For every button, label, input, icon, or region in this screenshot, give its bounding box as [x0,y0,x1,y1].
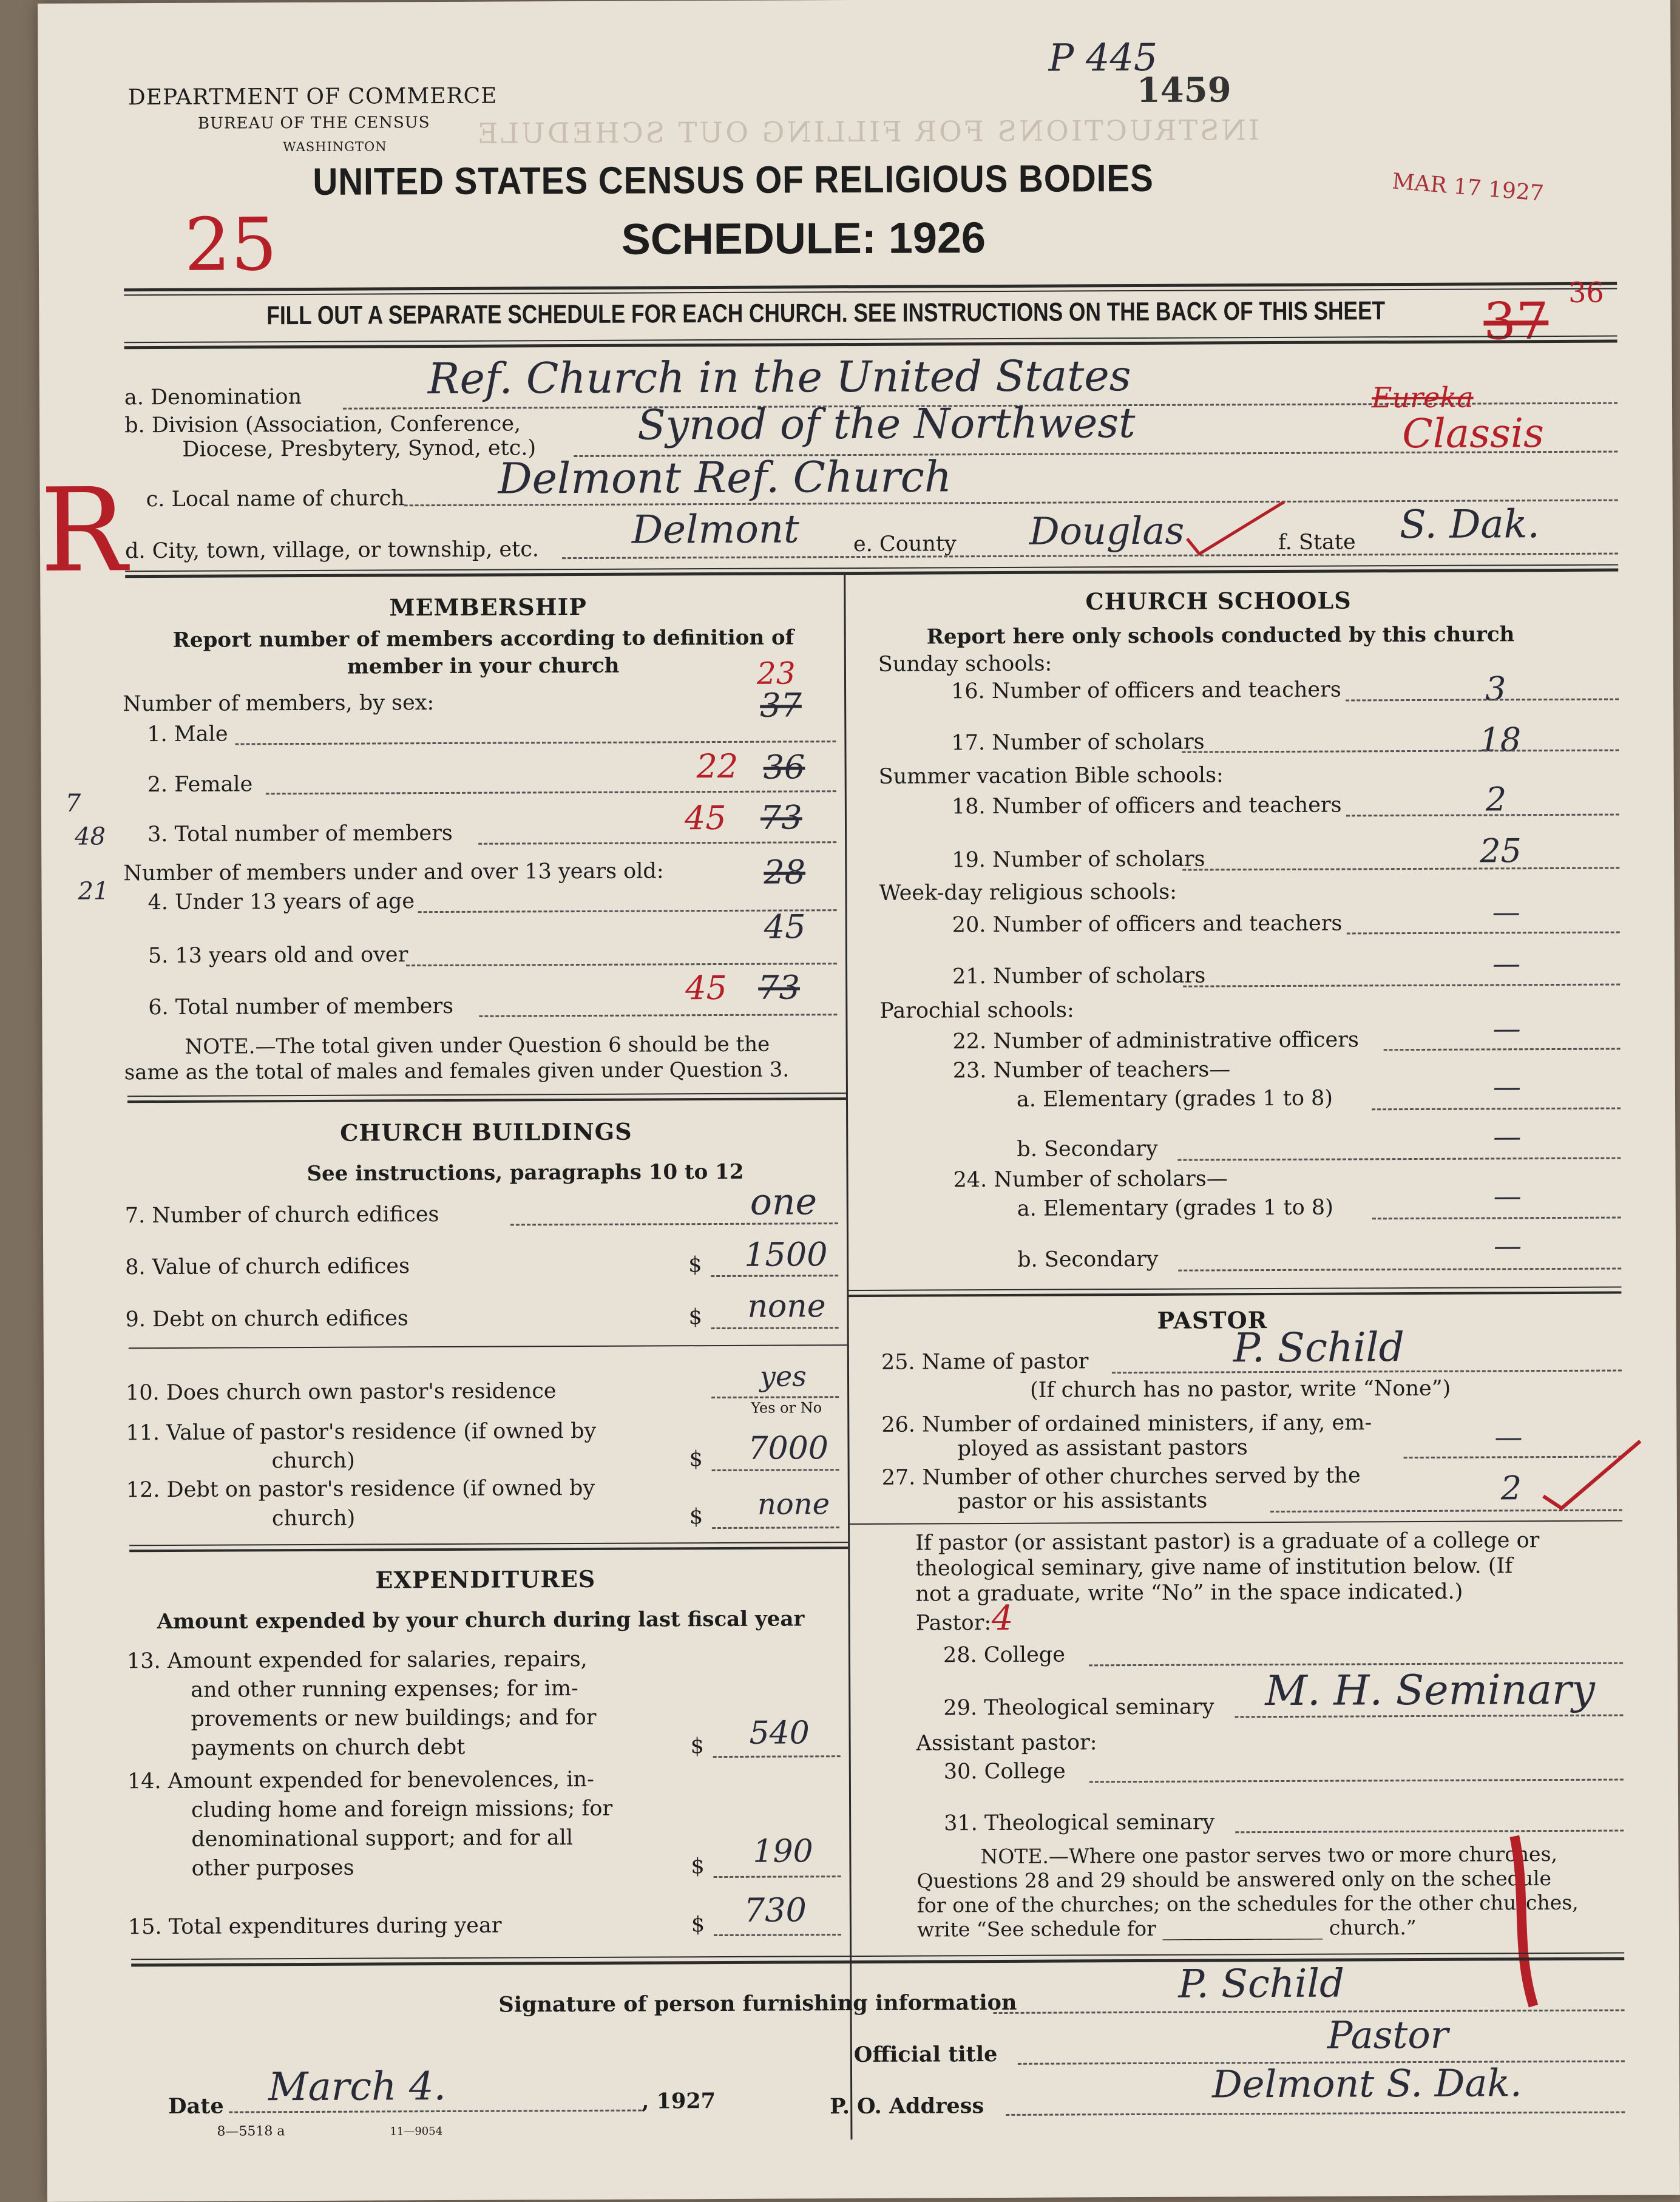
membership-sub-2: member in your church [347,653,620,679]
pastor-seminary-label: 29. Theological seminary [943,1695,1214,1721]
teachers-elementary-value[interactable]: — [1492,1070,1522,1103]
running-expenses-label-3: provements or new buildings; and for [191,1705,597,1732]
pastor-college-heading: Pastor: [915,1611,992,1636]
sunday-scholars-line [1182,750,1619,753]
city-value[interactable]: Delmont [631,507,799,553]
pastor-rule [849,1520,1622,1525]
file-number: 1459 [1136,70,1231,110]
local-name-value[interactable]: Delmont Ref. Church [498,452,952,504]
expenditures-heading: EXPENDITURES [375,1565,596,1594]
total-expenditures-value[interactable]: 730 [743,1891,807,1929]
membership-rule-2 [127,1097,846,1103]
under-13-value[interactable]: 28 [764,853,806,892]
column-divider [844,574,852,2139]
po-address-value[interactable]: Delmont S. Dak. [1211,2061,1522,2107]
division-label-2: Diocese, Presbytery, Synod, etc.) [182,436,537,462]
residence-value-dollar: $ [689,1447,703,1472]
female-line [266,790,836,794]
left-red-mark: 25 [184,203,277,288]
benevolences-label-1: 14. Amount expended for benevolences, in- [127,1767,594,1794]
red-check-mark [1537,1435,1647,1520]
edifice-value-label: 8. Value of church edifices [125,1254,410,1280]
running-expenses-label-2: and other running expenses; for im- [191,1676,578,1702]
total-members-label: 3. Total number of members [147,821,453,847]
other-churches-label-1: 27. Number of other churches served by the [881,1463,1361,1490]
weekday-scholars-line [1183,984,1620,988]
over-13-line [406,963,837,966]
residence-debt-dollar: $ [689,1505,703,1530]
summer-teachers-value[interactable]: 2 [1485,780,1507,819]
residence-debt-line [712,1526,839,1529]
received-stamp: MAR 17 1927 [1391,169,1545,206]
female-value[interactable]: 36 [763,748,805,787]
date-year: , 1927 [642,2089,716,2114]
summer-scholars-line [1182,867,1619,871]
weekday-teachers-line [1347,932,1620,935]
residence-value-label-2: church) [271,1448,355,1474]
parochial-officers-value[interactable]: — [1492,1012,1521,1045]
date-label: Date [168,2093,224,2119]
census-schedule-sheet [38,0,1680,2202]
benevolences-label-4: other purposes [191,1855,354,1881]
pastor-name-value[interactable]: P. Schild [1233,1324,1405,1372]
female-label: 2. Female [147,772,253,798]
scholars-secondary-value[interactable]: — [1493,1229,1522,1262]
bureau-name: BUREAU OF THE CENSUS [197,113,430,133]
benevolences-value[interactable]: 190 [753,1833,813,1870]
assistant-ministers-value[interactable]: — [1494,1420,1523,1454]
pastor-college-label: 28. College [943,1642,1065,1668]
division-crossed-out: Eureka [1371,381,1474,415]
date-value[interactable]: March 4. [268,2064,447,2110]
official-title-label: Official title [853,2042,998,2068]
assistant-college-heading: Assistant pastor: [916,1730,1097,1756]
benevolences-label-2: cluding home and foreign missions; for [191,1796,613,1823]
census-title: UNITED STATES CENSUS OF RELIGIOUS BODIES [313,157,1154,203]
weekday-schools-label: Week-day religious schools: [879,879,1177,906]
signature-label: Signature of person furnishing information [498,1990,1017,2017]
graduate-instruction-3: not a graduate, write “No” in the space indicated.) [915,1579,1463,1607]
buildings-rule [129,1542,848,1546]
po-address-label: P. O. Address [830,2093,984,2119]
scholars-elementary-label: a. Elementary (grades 1 to 8) [1017,1195,1333,1221]
schools-rule-2 [848,1292,1621,1298]
edifice-debt-label: 9. Debt on church edifices [125,1306,408,1332]
county-value[interactable]: Douglas [1029,508,1185,554]
summer-schools-label: Summer vacation Bible schools: [878,763,1224,789]
benevolences-label-3: denominational support; and for all [191,1826,574,1852]
assistant-ministers-label-2: ployed as assistant pastors [957,1435,1248,1462]
running-expenses-label-4: payments on church debt [191,1735,466,1761]
edifice-debt-value[interactable]: none [747,1288,826,1325]
file-reference: P 445 [1048,35,1158,80]
summer-scholars-label: 19. Number of scholars [952,847,1205,873]
city-name: WASHINGTON [283,139,387,155]
weekday-teachers-value[interactable]: — [1492,895,1520,929]
residence-debt-label-1: 12. Debt on pastor's residence (if owned by [126,1475,595,1503]
denomination-value[interactable]: Ref. Church in the United States [427,351,1131,404]
residence-debt-value[interactable]: none [757,1487,830,1522]
bleed-through-text: INSTRUCTIONS FOR FILLING OUT SCHEDULE [475,113,1260,150]
membership-heading: MEMBERSHIP [389,592,588,622]
residence-debt-label-2: church) [271,1506,356,1531]
assistant-seminary-label: 31. Theological seminary [944,1810,1215,1836]
official-title-value[interactable]: Pastor [1327,2012,1449,2058]
division-correction: Classis [1402,410,1545,458]
weekday-scholars-value[interactable]: — [1492,947,1521,980]
running-expenses-label-1: 13. Amount expended for salaries, repairs, [126,1647,588,1674]
male-line [235,740,836,745]
membership-sub-1: Report number of members according to definition of [172,625,794,652]
graduate-instruction-1: If pastor (or assistant pastor) is a graduate of a college or [915,1528,1540,1556]
print-number: 11—9054 [390,2125,443,2138]
teachers-elementary-label: a. Elementary (grades 1 to 8) [1016,1086,1333,1112]
assistant-college-label: 30. College [943,1759,1066,1784]
sunday-teachers-label: 16. Number of officers and teachers [950,677,1341,704]
form-number: 8—5518 a [217,2124,285,2139]
edifice-debt-line [711,1327,839,1329]
parochial-officers-line [1384,1048,1621,1051]
margin-mark-2: 48 [75,822,106,851]
red-county-check [1181,496,1290,563]
teachers-secondary-value[interactable]: — [1493,1120,1522,1153]
summer-teachers-line [1346,814,1619,817]
total-expenditures-dollar: $ [691,1912,705,1937]
local-name-label: c. Local name of church [146,486,405,512]
over-13-value[interactable]: 45 [764,907,806,946]
county-label: e. County [853,532,957,557]
teachers-label: 23. Number of teachers— [952,1057,1231,1083]
residence-value-value[interactable]: 7000 [748,1430,828,1467]
other-churches-label-2: pastor or his assistants [957,1488,1208,1514]
red-margin-stroke [1490,1824,1563,2019]
male-label: 1. Male [147,722,228,747]
owns-residence-hint: Yes or No [751,1399,822,1417]
sunday-schools-label: Sunday schools: [878,651,1052,677]
city-line [562,553,1618,560]
summer-scholars-value[interactable]: 25 [1480,832,1522,870]
state-label: f. State [1278,530,1356,555]
expenditures-sub: Amount expended by your church during last fiscal year [157,1607,805,1635]
pastor-note-4: write “See schedule for ________________ church.” [916,1916,1417,1942]
teachers-secondary-line [1177,1157,1621,1161]
schools-heading: CHURCH SCHOOLS [1085,586,1352,615]
residence-value-line [712,1469,839,1471]
state-value[interactable]: S. Dak. [1399,502,1540,548]
date-line [229,2110,642,2113]
owns-residence-line [711,1396,839,1398]
total-expenditures-line [714,1934,841,1936]
parochial-schools-label: Parochial schools: [879,998,1074,1023]
buildings-heading: CHURCH BUILDINGS [340,1117,632,1147]
pastor-name-line [1112,1370,1622,1374]
total-red-value: 45 [684,798,727,838]
right-red-mark: 37 [1483,291,1549,351]
scholars-label: 24. Number of scholars— [953,1167,1228,1193]
running-expenses-line [713,1755,841,1758]
pastor-name-hint: (If church has no pastor, write “None”) [1030,1376,1451,1403]
assistant-ministers-label-1: 26. Number of ordained ministers, if any, em- [881,1411,1372,1437]
residence-value-label-1: 11. Value of pastor's residence (if owned by [126,1418,597,1446]
pastor-heading: PASTOR [1157,1306,1268,1334]
male-red-value: 23 [756,656,796,691]
instruction-banner: FILL OUT A SEPARATE SCHEDULE FOR EACH CHURCH. SEE INSTRUCTIONS ON THE BACK OF THIS SHEET [266,296,1386,331]
department-name: DEPARTMENT OF COMMERCE [127,83,498,110]
total-age-red-value: 45 [685,968,728,1008]
division-value[interactable]: Synod of the Northwest [637,399,1136,450]
pastor-red-mark: 4 [991,1598,1014,1639]
scholars-elementary-value[interactable]: — [1493,1179,1522,1213]
schools-sub: Report here only schools conducted by this church [926,622,1515,649]
membership-note-1: NOTE.—The total given under Question 6 should be the [185,1032,770,1059]
total-age-line [479,1014,837,1017]
pastor-note-3: for one of the churches; on the schedules for the other churches, [916,1890,1579,1917]
teachers-elementary-line [1372,1108,1621,1111]
members-by-sex-label: Number of members, by sex: [123,691,435,717]
buildings-sub: See instructions, paragraphs 10 to 12 [307,1159,744,1186]
edifice-debt-dollar: $ [688,1305,702,1330]
running-expenses-value[interactable]: 540 [749,1715,810,1752]
schedule-title: SCHEDULE: 1926 [621,214,986,264]
buildings-rule-2 [129,1546,848,1552]
pastor-note-2: Questions 28 and 29 should be answered only on the schedule [916,1866,1552,1893]
edifice-value-line [711,1275,838,1277]
signature-value[interactable]: P. Schild [1178,1961,1345,2007]
pastor-name-label: 25. Name of pastor [881,1349,1089,1375]
male-value[interactable]: 37 [760,686,802,725]
pastor-seminary-value[interactable]: M. H. Seminary [1265,1665,1596,1716]
weekday-teachers-label: 20. Number of officers and teachers [952,911,1343,938]
owns-residence-label: 10. Does church own pastor's residence [126,1379,557,1406]
scholars-elementary-line [1372,1217,1621,1220]
sunday-scholars-value[interactable]: 18 [1479,720,1522,759]
po-address-line [1006,2112,1625,2116]
members-by-age-label: Number of members under and over 13 years old: [123,859,664,886]
total-expenditures-label: 15. Total expenditures during year [127,1913,502,1940]
r-mark: R [39,463,127,598]
graduate-instruction-2: theological seminary, give name of institution below. (If [915,1554,1513,1581]
total-value[interactable]: 73 [760,798,802,837]
female-red-value: 22 [696,747,739,786]
denomination-label: a. Denomination [124,384,302,410]
sunday-teachers-line [1346,699,1619,702]
teachers-secondary-label: b. Secondary [1017,1136,1158,1162]
assistant-college-line [1089,1779,1624,1783]
right-red-mark-sup: 36 [1568,276,1604,309]
owns-residence-value[interactable]: yes [759,1360,807,1393]
weekday-scholars-label: 21. Number of scholars [952,963,1206,989]
sunday-scholars-label: 17. Number of scholars [951,730,1205,756]
buildings-mid-rule [129,1344,847,1349]
benevolences-line [714,1875,841,1878]
margin-mark-1: 7 [65,789,81,818]
scholars-secondary-label: b. Secondary [1017,1247,1159,1272]
membership-rule [127,1093,846,1097]
parochial-officers-label: 22. Number of administrative officers [952,1028,1359,1054]
sunday-teachers-value[interactable]: 3 [1485,669,1506,708]
over-13-label: 5. 13 years old and over [147,943,408,969]
under-13-label: 4. Under 13 years of age [147,889,415,915]
edifice-value-value[interactable]: 1500 [743,1235,828,1274]
running-expenses-dollar: $ [690,1734,705,1759]
city-label: d. City, town, village, or township, etc. [124,537,540,564]
edifices-line [510,1222,838,1225]
division-label-1: b. Division (Association, Conference, [124,412,521,438]
pastor-note-1: NOTE.—Where one pastor serves two or more churches, [980,1841,1558,1869]
total-age-label: 6. Total number of members [148,994,454,1020]
scholars-secondary-line [1178,1268,1621,1272]
schools-rule [848,1287,1621,1292]
edifices-label: 7. Number of church edifices [124,1202,439,1228]
margin-mark-3: 21 [78,877,109,906]
membership-note-2: same as the total of males and females given under Question 3. [124,1057,790,1085]
total-age-value[interactable]: 73 [758,968,801,1007]
benevolences-dollar: $ [691,1854,705,1879]
total-line [478,841,836,845]
summer-teachers-label: 18. Number of officers and teachers [951,793,1342,819]
assistant-seminary-line [1235,1830,1624,1834]
edifices-value[interactable]: one [750,1181,818,1224]
edifice-value-dollar: $ [688,1253,702,1278]
other-churches-value[interactable]: 2 [1500,1469,1522,1508]
